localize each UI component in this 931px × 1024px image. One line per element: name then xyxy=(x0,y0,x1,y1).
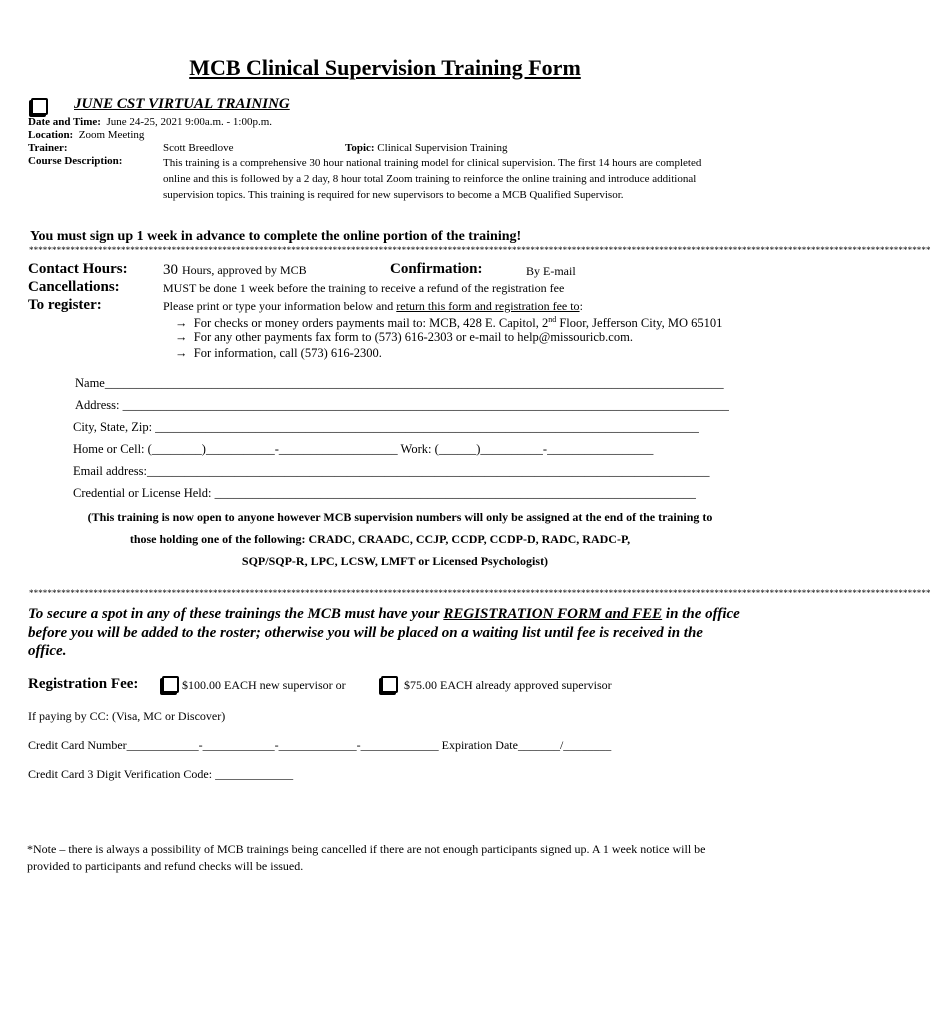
work-phone-field[interactable]: Work: (______)__________-_________________ xyxy=(397,442,654,456)
topic-row xyxy=(345,142,507,154)
info-instruction xyxy=(175,346,382,361)
contact-hours-text: Hours, approved by MCB xyxy=(182,263,307,277)
register-prefix: Please print or type your information below and xyxy=(163,299,397,313)
footer-note: *Note – there is always a possibility of MCB trainings being cancelled if there are not enough participants signed up. A 1 week notice will be provided to participants and refund checks will be issued. xyxy=(27,842,706,873)
contact-hours-number: 30 xyxy=(163,262,178,278)
home-cell-field[interactable]: Home or Cell: (________)___________-___________________ xyxy=(73,442,398,456)
register-suffix: : xyxy=(579,299,583,313)
separator-bottom: **************************************************************************************************************************************************************************************************** xyxy=(29,588,931,598)
location-label: Location: xyxy=(28,129,74,141)
register-underlined: return this form and registration fee to xyxy=(396,299,580,313)
mail-sup: nd xyxy=(548,315,557,324)
trainer-label: Trainer: xyxy=(28,142,68,154)
city-state-zip-field[interactable]: City, State, Zip: _______________________________________________________________________________________ xyxy=(73,420,699,434)
address-field[interactable]: Address: _________________________________________________________________________________________________ xyxy=(75,398,729,412)
cvv-field[interactable]: Credit Card 3 Digit Verification Code: _____________ xyxy=(28,767,294,781)
fee-approved-supervisor-checkbox[interactable] xyxy=(381,676,398,693)
secure-spot-notice xyxy=(28,605,743,661)
email-field[interactable]: Email address:__________________________________________________________________________________________ xyxy=(73,464,710,478)
cancellations-value: MUST be done 1 week before the training to receive a refund of the registration fee xyxy=(163,281,565,295)
signup-notice: You must sign up 1 week in advance to complete the online portion of the training! xyxy=(30,229,522,244)
open-note-line1: (This training is now open to anyone however MCB supervision numbers will only be assigned at the end of the training to xyxy=(87,510,713,524)
credential-field[interactable]: Credential or License Held: _____________________________________________________________________________ xyxy=(73,486,696,500)
fee-approved-supervisor-label: $75.00 EACH already approved supervisor xyxy=(404,678,612,692)
register-label: To register: xyxy=(28,297,102,313)
open-note-line3: SQP/SQP-R, LPC, LCSW, LMFT or Licensed Psychologist) xyxy=(241,554,549,568)
secure-part1: To secure a spot in any of these trainings the MCB must have your xyxy=(28,606,444,622)
name-field[interactable]: Name___________________________________________________________________________________________________ xyxy=(75,376,724,390)
secure-underlined: REGISTRATION FORM and FEE xyxy=(443,606,663,622)
cancellations-label: Cancellations: xyxy=(28,279,120,295)
confirmation-value: By E-mail xyxy=(526,264,576,278)
trainer-value: Scott Breedlove xyxy=(163,142,234,154)
contact-hours-value xyxy=(163,261,307,279)
topic-value: Clinical Supervision Training xyxy=(377,142,508,154)
topic-label: Topic: xyxy=(345,142,375,154)
training-option-label: JUNE CST VIRTUAL TRAINING xyxy=(74,96,290,112)
location-value: Zoom Meeting xyxy=(78,129,145,141)
mail-text-a: For checks or money orders payments mail to: MCB, 428 E. Capitol, 2 xyxy=(193,316,549,331)
date-label: Date and Time: xyxy=(28,116,101,128)
course-description-label: Course Description: xyxy=(28,155,123,167)
course-description: This training is a comprehensive 30 hour national training model for clinical supervision. The first 14 hours are completed online and this is followed by a 2 day, 8 hour total Zoom training to reinforce the online training and introduce additional supervision topics. This training is required for new supervisors to become a MCB Qualified Supervisor. xyxy=(163,157,702,201)
arrow-right-icon: → xyxy=(175,316,188,331)
fax-instruction xyxy=(175,330,633,345)
fee-new-supervisor-checkbox[interactable] xyxy=(162,676,179,693)
date-value: June 24-25, 2021 9:00a.m. - 1:00p.m. xyxy=(106,116,273,128)
fee-new-supervisor-label: $100.00 EACH new supervisor or xyxy=(182,678,346,692)
date-row xyxy=(28,116,272,128)
register-instructions xyxy=(163,299,583,314)
info-text: For information, call (573) 616-2300. xyxy=(193,346,382,360)
registration-fee-label: Registration Fee: xyxy=(28,676,139,692)
arrow-right-icon: → xyxy=(175,346,188,360)
phone-row xyxy=(73,442,693,457)
mail-text-b: Floor, Jefferson City, MO 65101 xyxy=(556,316,723,331)
page-title: MCB Clinical Supervision Training Form xyxy=(189,55,581,80)
secure-part2: in the office before you will be added to the roster; otherwise you will be placed on a waiting list until fee is received in the office. xyxy=(28,606,740,659)
contact-hours-label: Contact Hours: xyxy=(28,261,128,277)
location-row xyxy=(28,129,144,141)
fax-text: For any other payments fax form to (573) 616-2303 or e-mail to help@missouricb.com. xyxy=(193,330,633,344)
open-note-line2: those holding one of the following: CRADC, CRAADC, CCJP, CCDP, CCDP-D, RADC, RADC-P, xyxy=(129,532,631,546)
arrow-right-icon: → xyxy=(175,330,188,344)
june-training-checkbox[interactable] xyxy=(31,98,48,115)
separator-top: **************************************************************************************************************************************************************************************************** xyxy=(29,245,931,255)
mail-instruction xyxy=(175,315,722,331)
cc-types-text: If paying by CC: (Visa, MC or Discover) xyxy=(28,709,226,723)
confirmation-label: Confirmation: xyxy=(390,261,483,277)
credit-card-number-field[interactable]: Credit Card Number____________-____________-_____________-_____________ Expiration Date_______/________ xyxy=(28,738,612,752)
